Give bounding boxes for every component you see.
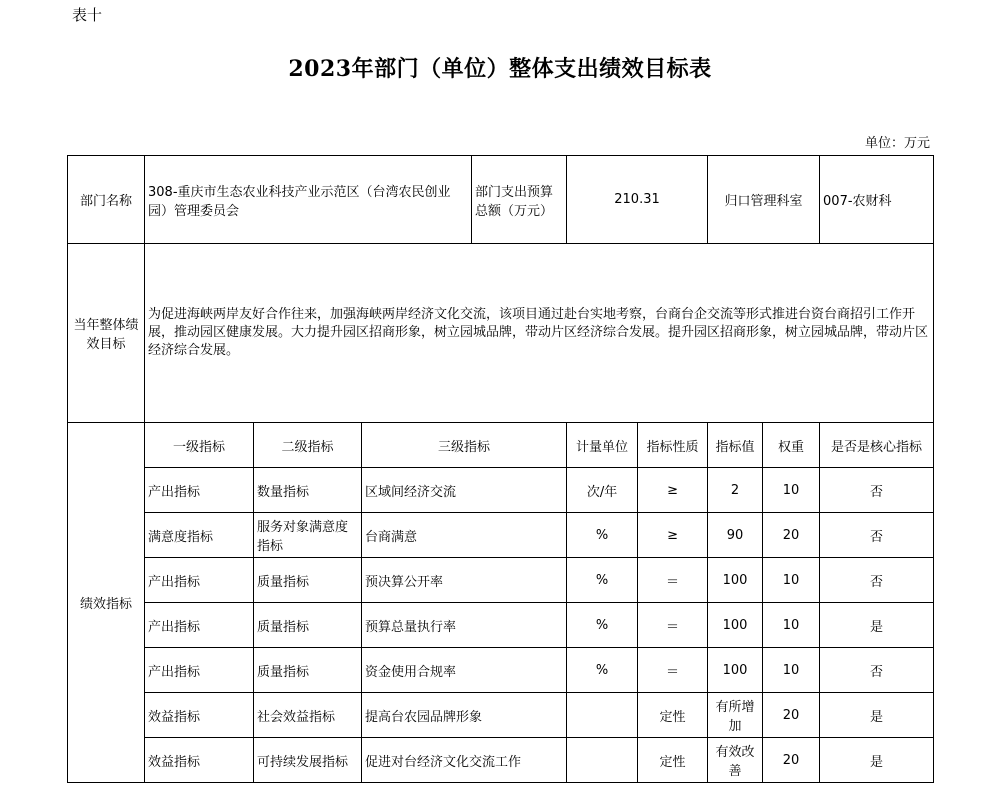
table-row	[68, 558, 934, 603]
level2-cell: 质量指标	[254, 603, 362, 648]
level2-cell: 质量指标	[254, 558, 362, 603]
level1-cell: 效益指标	[145, 693, 254, 738]
header-level2: 二级指标	[254, 423, 362, 468]
level2-cell: 服务对象满意度指标	[254, 513, 362, 558]
core-cell: 是	[820, 603, 934, 648]
weight-cell: 20	[763, 693, 820, 738]
dept-budget-label: 部门支出预算总额（万元）	[472, 156, 567, 244]
table-row	[68, 648, 934, 693]
level1-cell: 产出指标	[145, 468, 254, 513]
goal-label: 当年整体绩效目标	[68, 244, 145, 423]
performance-table	[67, 155, 934, 783]
goal-row	[68, 244, 934, 423]
header-value: 指标值	[708, 423, 763, 468]
unit-cell: 次/年	[567, 468, 638, 513]
nature-cell: ＝	[638, 648, 708, 693]
level2-cell: 可持续发展指标	[254, 738, 362, 783]
level3-cell: 预决算公开率	[362, 558, 567, 603]
level3-cell: 提高台农园品牌形象	[362, 693, 567, 738]
nature-cell: ≥	[638, 513, 708, 558]
level2-cell: 数量指标	[254, 468, 362, 513]
value-cell: 90	[708, 513, 763, 558]
table-row	[68, 513, 934, 558]
unit-cell: %	[567, 648, 638, 693]
level1-cell: 效益指标	[145, 738, 254, 783]
level3-cell: 促进对台经济文化交流工作	[362, 738, 567, 783]
unit-cell: %	[567, 513, 638, 558]
weight-cell: 10	[763, 603, 820, 648]
level2-cell: 质量指标	[254, 648, 362, 693]
value-cell: 2	[708, 468, 763, 513]
level1-cell: 满意度指标	[145, 513, 254, 558]
dept-office-label: 归口管理科室	[708, 156, 820, 244]
table-number-label: 表十	[72, 6, 103, 24]
table-row	[68, 738, 934, 783]
dept-budget-value: 210.31	[567, 156, 708, 244]
level2-cell: 社会效益指标	[254, 693, 362, 738]
header-core: 是否是核心指标	[820, 423, 934, 468]
unit-label: 单位：万元	[864, 136, 930, 151]
nature-cell: 定性	[638, 738, 708, 783]
value-cell: 有所增加	[708, 693, 763, 738]
level3-cell: 区域间经济交流	[362, 468, 567, 513]
level3-cell: 台商满意	[362, 513, 567, 558]
nature-cell: ＝	[638, 603, 708, 648]
header-level1: 一级指标	[145, 423, 254, 468]
indicator-header-row	[68, 423, 934, 468]
core-cell: 否	[820, 468, 934, 513]
dept-name-value: 308-重庆市生态农业科技产业示范区（台湾农民创业园）管理委员会	[145, 156, 472, 244]
unit-cell: %	[567, 558, 638, 603]
value-cell: 有效改善	[708, 738, 763, 783]
unit-cell	[567, 738, 638, 783]
table-row	[68, 603, 934, 648]
page-title: 2023年部门（单位）整体支出绩效目标表	[288, 56, 712, 82]
level1-cell: 产出指标	[145, 603, 254, 648]
weight-cell: 10	[763, 648, 820, 693]
nature-cell: ≥	[638, 468, 708, 513]
unit-cell	[567, 693, 638, 738]
core-cell: 否	[820, 648, 934, 693]
dept-name-label: 部门名称	[68, 156, 145, 244]
weight-cell: 20	[763, 513, 820, 558]
level3-cell: 预算总量执行率	[362, 603, 567, 648]
nature-cell: 定性	[638, 693, 708, 738]
weight-cell: 10	[763, 558, 820, 603]
dept-row	[68, 156, 934, 244]
header-level3: 三级指标	[362, 423, 567, 468]
nature-cell: ＝	[638, 558, 708, 603]
header-unit: 计量单位	[567, 423, 638, 468]
core-cell: 是	[820, 738, 934, 783]
value-cell: 100	[708, 603, 763, 648]
level1-cell: 产出指标	[145, 648, 254, 693]
dept-office-value: 007-农财科	[820, 156, 934, 244]
weight-cell: 10	[763, 468, 820, 513]
core-cell: 是	[820, 693, 934, 738]
core-cell: 否	[820, 558, 934, 603]
value-cell: 100	[708, 648, 763, 693]
weight-cell: 20	[763, 738, 820, 783]
unit-cell: %	[567, 603, 638, 648]
level3-cell: 资金使用合规率	[362, 648, 567, 693]
table-row	[68, 468, 934, 513]
level1-cell: 产出指标	[145, 558, 254, 603]
value-cell: 100	[708, 558, 763, 603]
goal-text: 为促进海峡两岸友好合作往来，加强海峡两岸经济文化交流，该项目通过赴台实地考察，台商台企交流等形式推进台资台商招引工作开展，推动园区健康发展。大力提升园区招商形象，树立园城品牌，带动片区经济综合发展。提升园区招商形象，树立园城品牌，带动片区经济综合发展。	[145, 244, 934, 423]
core-cell: 否	[820, 513, 934, 558]
table-row	[68, 693, 934, 738]
header-nature: 指标性质	[638, 423, 708, 468]
header-weight: 权重	[763, 423, 820, 468]
indicator-section-label: 绩效指标	[68, 423, 145, 783]
